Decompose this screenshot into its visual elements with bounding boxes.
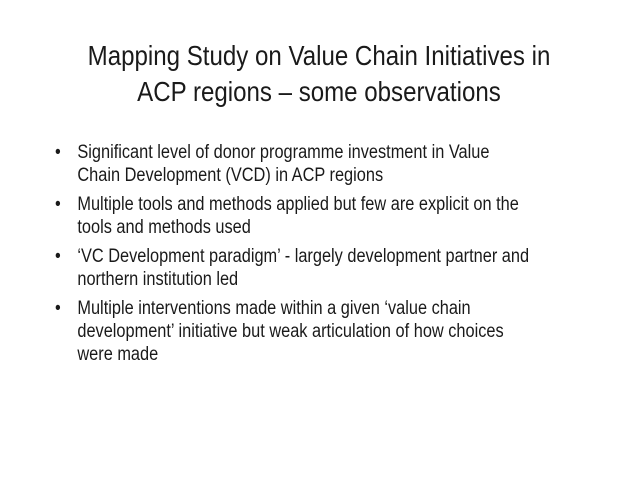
bullet-line: development’ initiative but weak articulation of how choices (77, 321, 504, 342)
bullet-icon: • (55, 142, 61, 163)
bullet-text (77, 245, 593, 291)
bullet-line: Multiple tools and methods applied but few are explicit on the (77, 194, 519, 215)
bullet-line: Chain Development (VCD) in ACP regions (77, 165, 384, 186)
bullet-line: ‘VC Development paradigm’ - largely development partner and (77, 246, 530, 267)
bullet-item-1 (55, 141, 593, 187)
bullet-line: tools and methods used (77, 217, 251, 238)
bullet-text (77, 193, 593, 239)
bullet-line: northern institution led (77, 269, 239, 290)
bullet-item-3 (55, 245, 593, 291)
slide-title (79, 38, 559, 110)
bullet-text (77, 141, 593, 187)
slide-title-line-2: ACP regions – some observations (137, 76, 501, 107)
bullet-item-4 (55, 297, 593, 366)
slide-title-line-1: Mapping Study on Value Chain Initiatives in (87, 40, 551, 71)
bullet-line: Multiple interventions made within a given ‘value chain (77, 298, 471, 319)
bullet-text (77, 297, 593, 366)
bullet-line: Significant level of donor programme investment in Value (77, 142, 490, 163)
bullet-line: were made (77, 344, 159, 365)
bullet-icon: • (55, 298, 61, 319)
bullet-icon: • (55, 194, 61, 215)
bullet-item-2 (55, 193, 593, 239)
bullet-icon: • (55, 246, 61, 267)
bullet-list (55, 141, 625, 372)
